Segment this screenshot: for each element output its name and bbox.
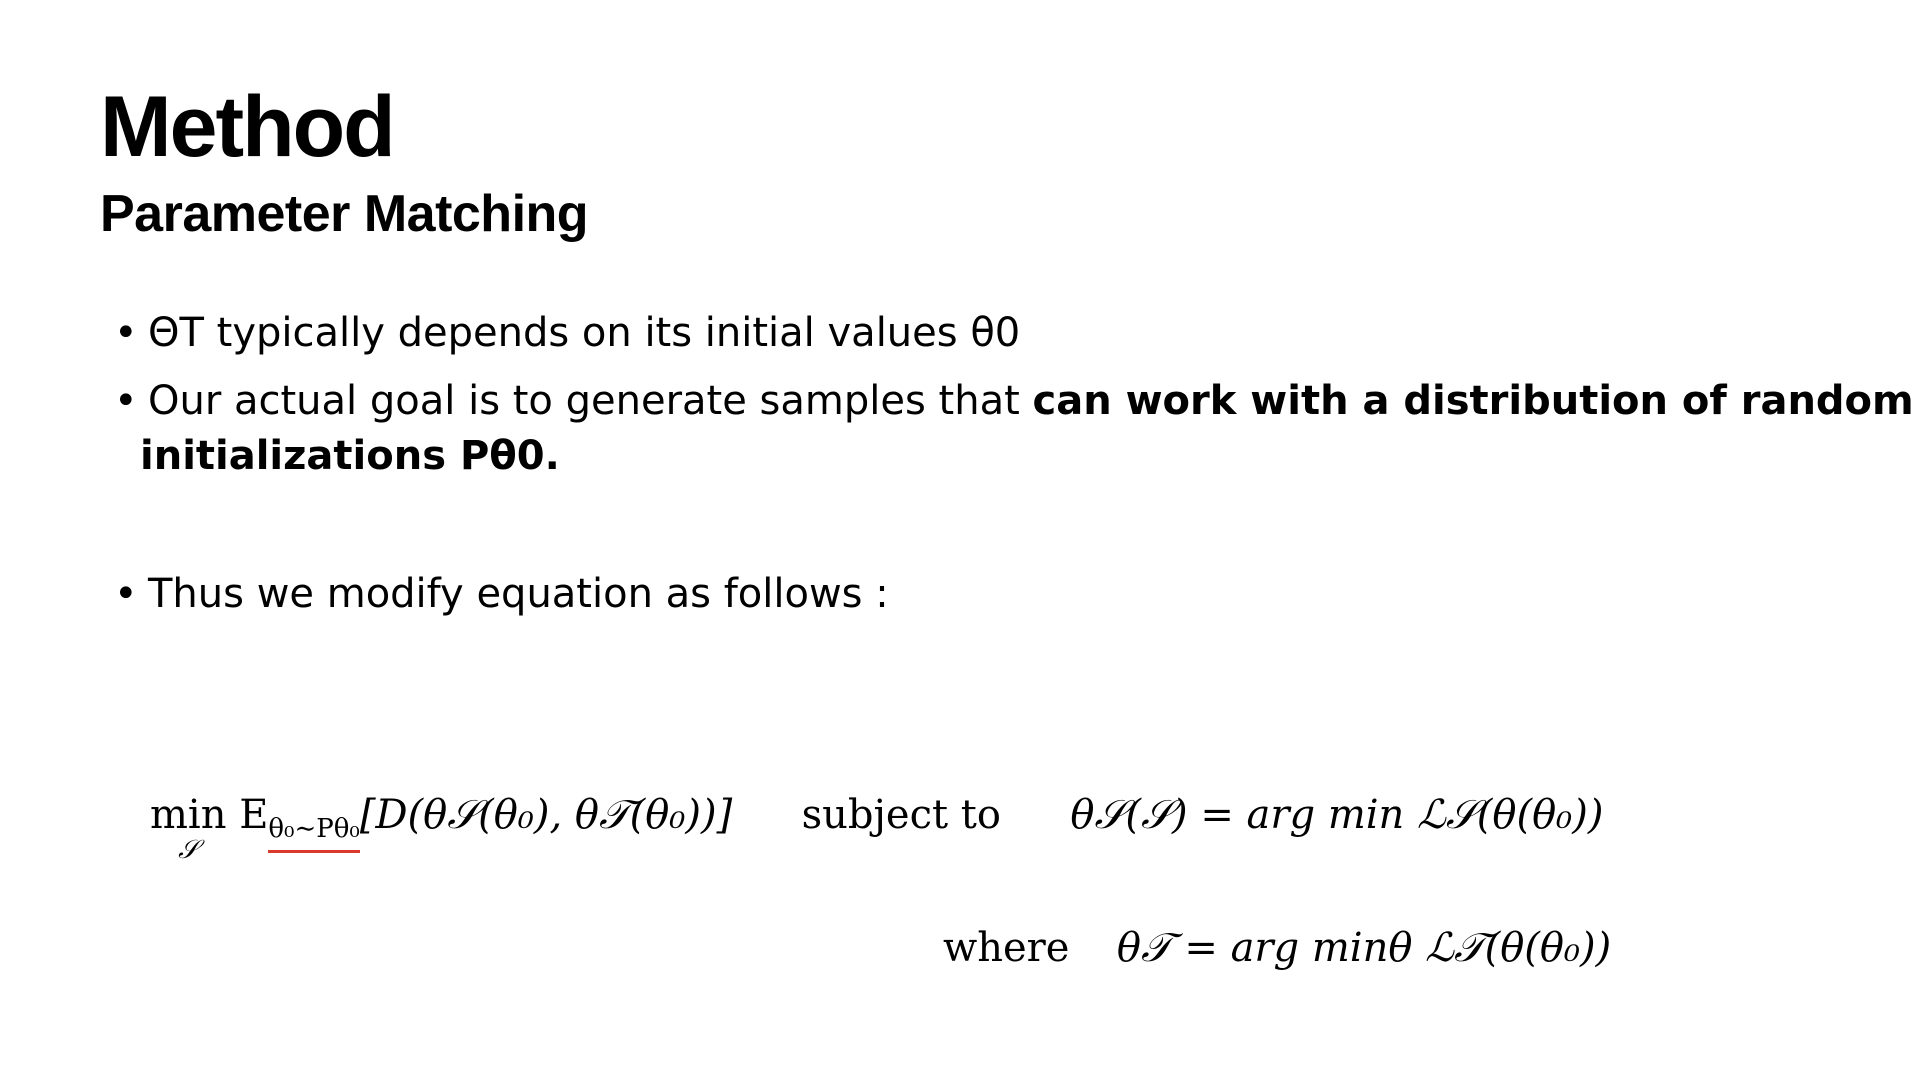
slide-subtitle: Parameter Matching: [100, 185, 589, 243]
bullet-item: [114, 373, 1914, 429]
where-label: where: [943, 925, 1070, 971]
expectation-subscript: θ₀∼Pθ₀: [268, 814, 359, 853]
bullet-dot: •: [114, 378, 138, 424]
bullet-item: [114, 305, 1020, 361]
where-equation: θ𝒯 = arg minθ ℒ𝒯(θ(θ₀)): [1116, 925, 1612, 971]
min-operator: min 𝒮: [150, 792, 227, 865]
bullet-dot: •: [114, 571, 138, 617]
bullet-text: Our actual goal is to generate samples that: [148, 378, 1033, 424]
bullet-text: Thus we modify equation as follows :: [148, 571, 889, 617]
equation-objective: [D(θ𝒮(θ₀), θ𝒯(θ₀))]: [359, 792, 733, 838]
subject-to-label: subject to: [801, 792, 1001, 838]
equation-where: [943, 925, 1612, 971]
min-subscript: 𝒮: [178, 835, 199, 865]
slide-title: Method: [100, 79, 394, 175]
bullet-continuation: initializations Pθ0.: [140, 433, 560, 479]
bullet-item: [114, 566, 889, 622]
equation-main: [150, 792, 1604, 865]
bullet-text-bold: can work with a distribution of random: [1032, 378, 1914, 424]
bullet-text: ΘT typically depends on its initial values θ0: [148, 310, 1021, 356]
expectation-operator: E: [239, 792, 269, 838]
bullet-dot: •: [114, 310, 138, 356]
equation-constraint: θ𝒮(𝒮) = arg min ℒ𝒮(θ(θ₀)): [1070, 792, 1604, 838]
